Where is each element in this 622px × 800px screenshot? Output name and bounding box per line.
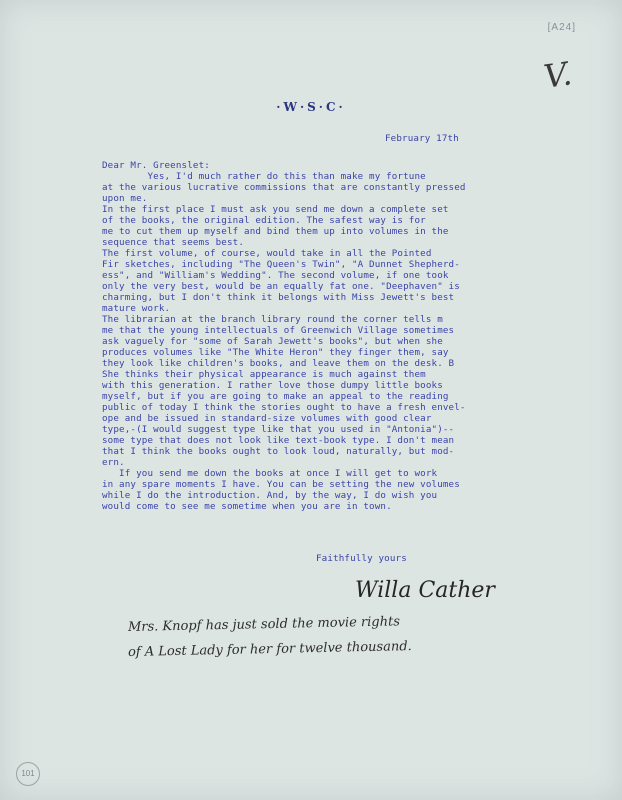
body-line: She thinks their physical appearance is much against them [102, 369, 426, 380]
letter-body [102, 160, 466, 512]
body-line: of the books, the original edition. The safest way is for [102, 215, 426, 226]
page-number-stamp: 101 [16, 762, 40, 786]
letter-date: February 17th [385, 133, 459, 144]
body-line: produces volumes like "The White Heron" they finger them, say [102, 347, 449, 358]
body-line: some type that does not look like text-book type. I don't mean [102, 435, 455, 446]
body-line: myself, but if you are going to make an appeal to the reading [102, 391, 449, 402]
handwritten-initials: V. [541, 54, 575, 96]
body-line: The first volume, of course, would take in all the Pointed [102, 248, 432, 259]
letterhead-monogram: ·W·S·C· [276, 100, 346, 114]
handwritten-signature: Willa Cather [355, 578, 495, 603]
body-line: sequence that seems best. [102, 237, 245, 248]
body-line: me to cut them up myself and bind them up into volumes in the [102, 226, 449, 237]
body-line: ern. [102, 457, 125, 468]
body-line: in any spare moments I have. You can be setting the new volumes [102, 479, 460, 490]
body-line: that I think the books ought to look loud, naturally, but mod- [102, 446, 455, 457]
body-line: they look like children's books, and leave them on the desk. B [102, 358, 455, 369]
body-line: me that the young intellectuals of Greenwich Village sometimes [102, 325, 455, 336]
body-line: In the first place I must ask you send me down a complete set [102, 204, 449, 215]
body-line: type,-(I would suggest type like that you used in "Antonia")-- [102, 424, 455, 435]
archive-label: [A24] [547, 22, 576, 33]
body-line: with this generation. I rather love those dumpy little books [102, 380, 443, 391]
body-line: while I do the introduction. And, by the way, I do wish you [102, 490, 438, 501]
handwritten-note-line-2: of A Lost Lady for her for twelve thousand. [127, 639, 412, 660]
body-line: ask vaguely for "some of Sarah Jewett's books", but when she [102, 336, 443, 347]
body-line: Fir sketches, including "The Queen's Twin", "A Dunnet Shepherd- [102, 259, 460, 270]
body-line: upon me. [102, 193, 148, 204]
body-line: If you send me down the books at once I will get to work [102, 468, 438, 479]
body-line: Dear Mr. Greenslet: [102, 160, 210, 171]
body-line: Yes, I'd much rather do this than make my fortune [102, 171, 426, 182]
body-line: public of today I think the stories ought to have a fresh envel- [102, 402, 466, 413]
body-line: would come to see me sometime when you are in town. [102, 501, 392, 512]
body-line: mature work. [102, 303, 171, 314]
handwritten-note-line-1: Mrs. Knopf has just sold the movie rights [127, 614, 401, 635]
body-line: The librarian at the branch library round the corner tells m [102, 314, 443, 325]
letter-closing: Faithfully yours [316, 553, 407, 564]
body-line: charming, but I don't think it belongs with Miss Jewett's best [102, 292, 455, 303]
body-line: ope and be issued in standard-size volumes with good clear [102, 413, 432, 424]
body-line: ess", and "William's Wedding". The second volume, if one took [102, 270, 449, 281]
body-line: only the very best, would be an equally fat one. "Deephaven" is [102, 281, 460, 292]
body-line: at the various lucrative commissions that are constantly pressed [102, 182, 466, 193]
